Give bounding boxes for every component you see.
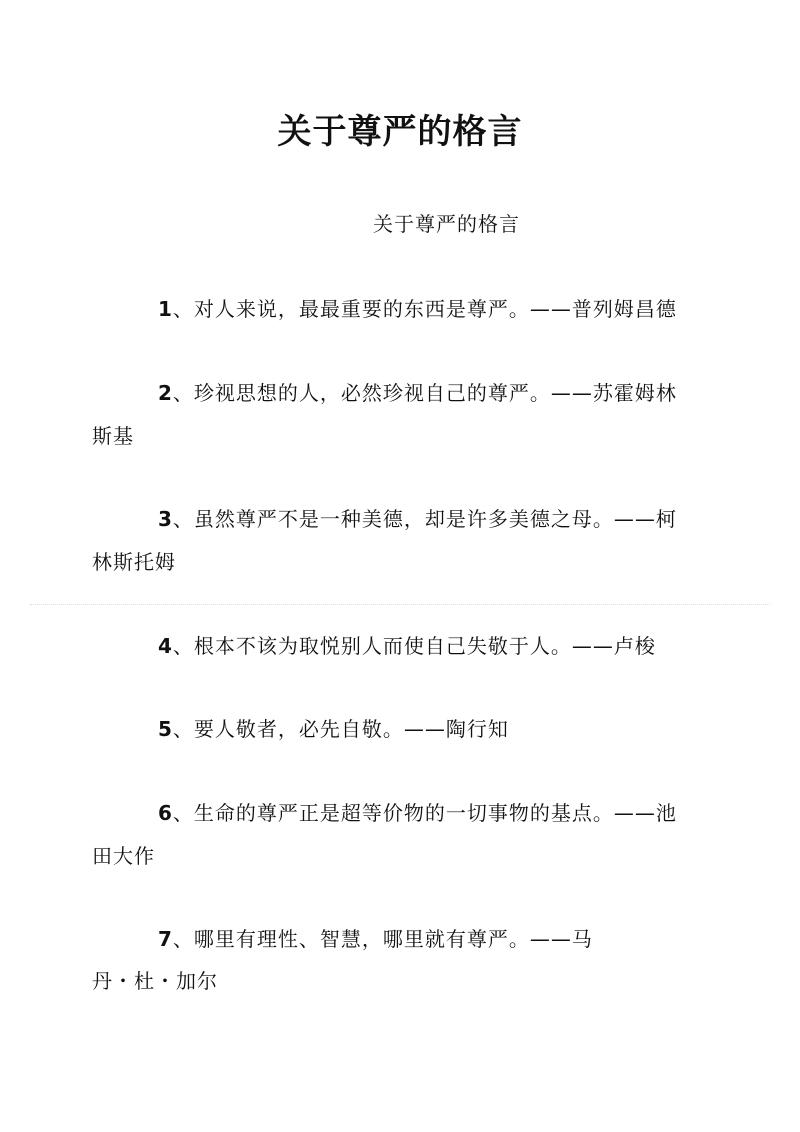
quote-7 xyxy=(158,923,593,952)
quote-text: 、生命的尊严正是超等价物的一切事物的基点。——池 xyxy=(172,801,677,825)
quote-4 xyxy=(158,630,656,659)
quote-number: 5 xyxy=(158,717,173,741)
quote-6-continuation: 田大作 xyxy=(92,844,155,868)
quote-1 xyxy=(158,293,677,322)
quote-text: 、要人敬者，必先自敬。——陶行知 xyxy=(172,717,509,741)
quote-text: 、对人来说，最最重要的东西是尊严。——普列姆昌德 xyxy=(172,297,677,321)
quote-7-continuation: 丹・杜・加尔 xyxy=(92,969,218,993)
quote-number: 1 xyxy=(158,297,173,321)
quote-3 xyxy=(158,503,677,532)
quote-text: 、珍视思想的人，必然珍视自己的尊严。——苏霍姆林 xyxy=(172,381,677,405)
quote-3-continuation: 林斯托姆 xyxy=(92,550,176,574)
page-title: 关于尊严的格言 xyxy=(277,112,523,152)
quote-number: 7 xyxy=(158,927,173,951)
quote-number: 6 xyxy=(158,801,173,825)
quote-2 xyxy=(158,377,677,406)
quote-2-continuation: 斯基 xyxy=(92,424,134,448)
subtitle: 关于尊严的格言 xyxy=(373,212,520,236)
quote-6 xyxy=(158,797,677,826)
quote-number: 4 xyxy=(158,634,173,658)
quote-text: 、虽然尊严不是一种美德，却是许多美德之母。——柯 xyxy=(172,507,677,531)
quote-number: 2 xyxy=(158,381,173,405)
quote-text: 、根本不该为取悦别人而使自己失敬于人。——卢梭 xyxy=(172,634,656,658)
quote-text: 、哪里有理性、智慧，哪里就有尊严。——马 xyxy=(172,927,593,951)
page-break-divider xyxy=(30,604,770,605)
quote-5 xyxy=(158,713,509,742)
quote-number: 3 xyxy=(158,507,173,531)
